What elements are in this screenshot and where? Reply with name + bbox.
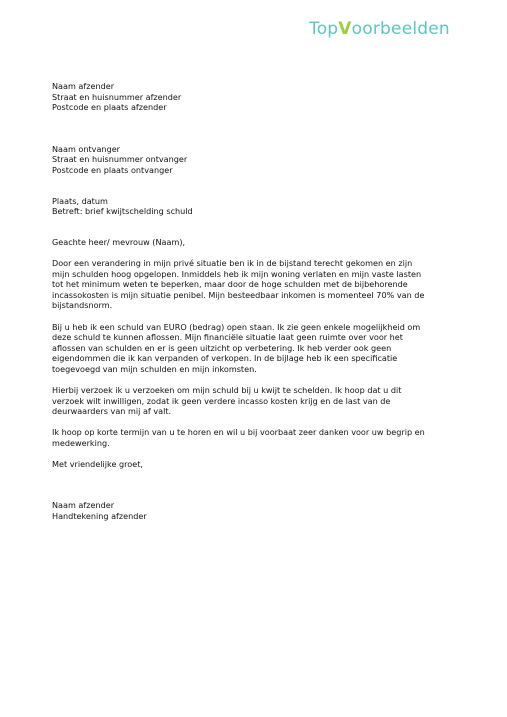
paragraph-line: medewerking.: [52, 438, 110, 449]
sender-name: Naam afzender: [52, 81, 115, 91]
paragraph-line: Hierbij verzoek ik u verzoeken om mijn schuld bij u kwijt te schelden. Ik hoop dat u dit: [52, 385, 402, 396]
logo-v: V: [338, 19, 352, 39]
letter-body: [52, 81, 472, 522]
body-paragraph: [52, 427, 472, 448]
salutation: Geachte heer/ mevrouw (Naam),: [52, 236, 186, 247]
signature-sign: Handtekening afzender: [52, 511, 147, 521]
meta-block: [52, 196, 472, 217]
logo-suffix: oorbeelden: [351, 19, 450, 39]
body-paragraph: [52, 258, 472, 311]
paragraph-line: deze schuld te kunnen aflossen. Mijn financiële situatie laat geen ruimte over voor het: [52, 332, 403, 343]
recipient-street: Straat en huisnummer ontvanger: [52, 154, 188, 165]
subject-line: Betreft: brief kwijtschelding schuld: [52, 206, 193, 217]
signature-block: [52, 500, 472, 521]
sender-street: Straat en huisnummer afzender: [52, 91, 182, 102]
logo-prefix: Top: [309, 19, 339, 39]
sender-postcode: Postcode en plaats afzender: [52, 102, 167, 113]
paragraph-line: eigendommen die ik kan verpanden of verkopen. In de bijlage heb ik een specificatie: [52, 353, 398, 364]
place-date: Plaats, datum: [52, 195, 108, 206]
paragraph-line: verzoek wilt inwilligen, zodat ik geen verdere incasso kosten krijg en de last van de: [52, 395, 391, 406]
closing: Met vriendelijke groet,: [52, 459, 143, 470]
paragraph-line: bijstandsnorm.: [52, 300, 113, 311]
topvoorbeelden-logo: [309, 18, 450, 40]
paragraph-line: incassokosten is mijn situatie penibel. Mijn besteedbaar inkomen is momenteel 70% van de: [52, 289, 425, 300]
paragraph-line: Door een verandering in mijn privé situatie ben ik in de bijstand terecht gekomen en zijn: [52, 257, 413, 268]
letter-paragraphs: [52, 258, 472, 449]
paragraph-line: toegevoegd van mijn schulden en mijn inkomsten.: [52, 363, 257, 374]
paragraph-line: Bij u heb ik een schuld van EURO (bedrag) open staan. Ik zie geen enkele mogelijkheid om: [52, 321, 421, 332]
paragraph-line: tot het minimum weten te beperken, maar door de hoge schulden met de bijbehorende: [52, 279, 408, 290]
paragraph-line: deurwaarders van mij af valt.: [52, 406, 172, 417]
recipient-name: Naam ontvanger: [52, 143, 121, 154]
paragraph-line: Ik hoop op korte termijn van u te horen en wil u bij voorbaat zeer danken voor uw begrip en: [52, 427, 425, 438]
signature-name: Naam afzender: [52, 500, 115, 511]
paragraph-line: aflossen van schulden en er is geen uitzicht op verbetering. Ik heb verder ook geen: [52, 342, 392, 353]
body-paragraph: [52, 385, 472, 417]
sender-block: [52, 81, 472, 113]
recipient-postcode: Postcode en plaats ontvanger: [52, 164, 173, 175]
body-paragraph: [52, 322, 472, 375]
recipient-block: [52, 144, 472, 176]
paragraph-line: mijn schulden hoog opgelopen. Inmiddels heb ik mijn woning verlaten en mijn vaste lasten: [52, 268, 422, 279]
